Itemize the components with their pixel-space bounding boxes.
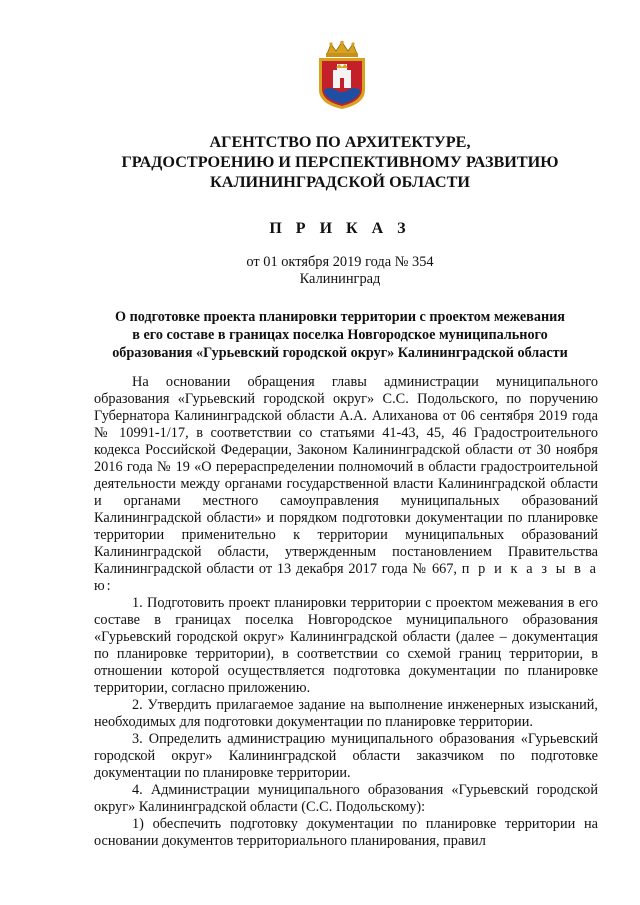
order-city: Калининград <box>299 271 381 287</box>
subject-line-2: в его составе в границах поселка Новгородское муниципального <box>132 327 548 343</box>
body-item-2: 2. Утвердить прилагаемое задание на выполнение инженерных изысканий, необходимых для подготовки документации по планировке территории. <box>94 697 598 730</box>
order-title: П Р И К А З <box>269 220 411 237</box>
agency-line-3: КАЛИНИНГРАДСКОЙ ОБЛАСТИ <box>210 173 470 191</box>
subject-line-1: О подготовке проекта планировки территории с проектом межевания <box>115 309 565 325</box>
agency-line-2: ГРАДОСТРОЕНИЮ И ПЕРСПЕКТИВНОМУ РАЗВИТИЮ <box>121 153 559 171</box>
body-intro-text: На основании обращения главы администрации муниципального образования «Гурьевский городской округ» С.С. Подольского, по поручению Губернатора Калининградской области А.А. Алиханова от 06 сентября 2019 года № 10991-1/17, в соответствии со статьями 41-43, 45, 46 Градостроительного кодекса Российской Федерации, Законом Калининградской области от 30 ноября 2016 года № 19 «О перераспределении полномочий в области градостроительной деятельности между органами государственной власти Калининградской области и органами местного самоуправления муниципальных образований Калининградской области» и порядком подготовки документации по планировке территории применительно к территории муниципальных образований Калининградской области, утвержденным постановлением Правительства Калининградской области от 13 декабря 2017 года № 667, <box>94 374 598 577</box>
body-item-4: 4. Администрации муниципального образования «Гурьевский городской округ» Калининградской области (С.С. Подольскому): <box>94 782 598 815</box>
order-subject <box>84 308 596 362</box>
order-date-block <box>90 254 590 288</box>
body-intro-decree: п р и к а з ы в а ю: <box>94 561 598 594</box>
order-body <box>94 374 598 850</box>
agency-name <box>90 132 590 192</box>
body-item-4-1: 1) обеспечить подготовку документации по планировке территории на основании документов территориального планирования, правил <box>94 816 598 849</box>
body-item-3: 3. Определить администрацию муниципального образования «Гурьевский городской округ» Калининградской области заказчиком по подготовке документации по планировке территории. <box>94 731 598 781</box>
subject-line-3: образования «Гурьевский городской округ» Калининградской области <box>112 345 568 361</box>
order-date: от 01 октября 2019 года № 354 <box>246 254 434 270</box>
agency-line-1: АГЕНТСТВО ПО АРХИТЕКТУРЕ, <box>209 133 471 151</box>
coat-of-arms-icon <box>313 40 371 110</box>
body-item-1: 1. Подготовить проект планировки территории с проектом межевания в его составе в границах поселка Новгородское муниципального образования «Гурьевский городской округ» Калининградской области (далее – документация по планировке территории), в соответствии со схемой границ территории, в отношении которой осуществляется подготовка документации по планировке территории, согласно приложению. <box>94 595 598 696</box>
body-intro-paragraph <box>94 374 598 595</box>
